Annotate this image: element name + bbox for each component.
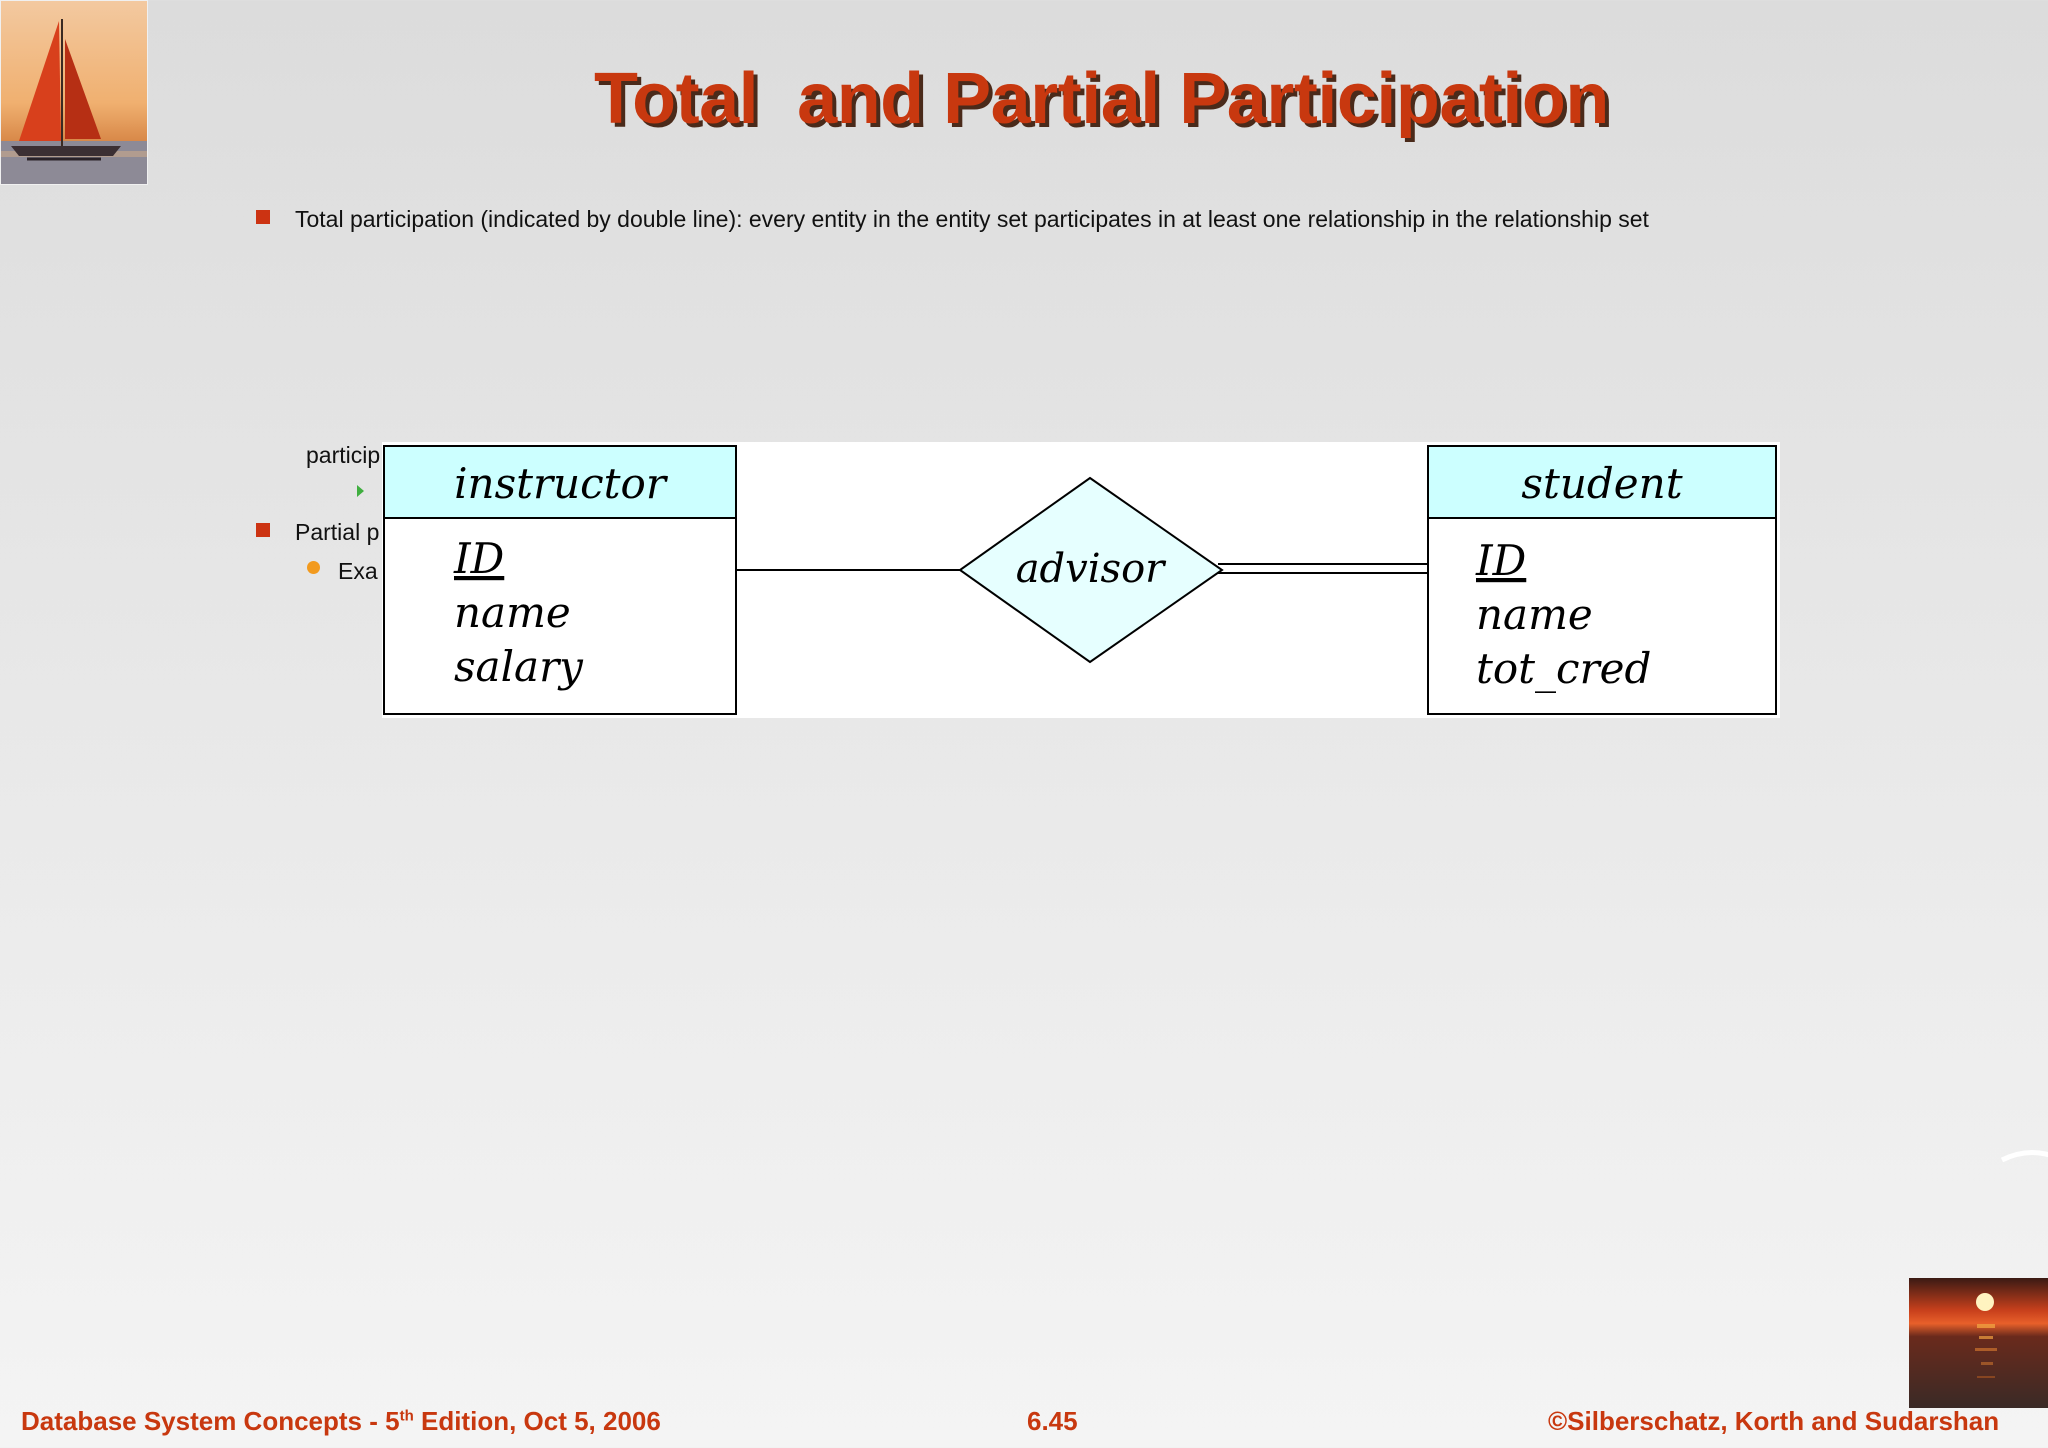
entity-student	[1428, 446, 1776, 714]
bullet-text-partial-participation: Partial p	[295, 519, 380, 545]
attribute: name	[1476, 590, 1593, 639]
footer-page-number: 6.45	[1027, 1406, 1078, 1436]
attribute-primary-key: ID	[454, 534, 505, 583]
bullet-text-participation-fragment: particip	[306, 442, 381, 468]
square-bullet-icon	[256, 210, 270, 224]
bullet-text-total-participation: Total participation (indicated by double line): every entity in the entity set participates in at least one relationship in the relationship set	[295, 206, 1649, 232]
entity-name: instructor	[454, 459, 666, 508]
sailboat-logo	[0, 0, 148, 185]
footer-book-title: Database System Concepts - 5th Edition, Oct 5, 2006	[21, 1406, 661, 1436]
slide-title: Total and Partial Participation	[594, 59, 1609, 139]
attribute: name	[454, 588, 571, 637]
sunset-logo	[1909, 1278, 2048, 1408]
square-bullet-icon	[256, 523, 270, 537]
footer-copyright: ©Silberschatz, Korth and Sudarshan	[1548, 1406, 2000, 1436]
entity-instructor	[384, 446, 736, 714]
attribute-primary-key: ID	[1476, 536, 1527, 585]
decorative-swoosh-icon	[2000, 1148, 2048, 1178]
attribute: tot_cred	[1476, 644, 1652, 693]
triangle-bullet-icon	[357, 485, 364, 497]
entity-name: student	[1521, 459, 1683, 508]
relationship-name: advisor	[1015, 546, 1165, 592]
attribute: salary	[454, 642, 583, 691]
bullet-text-example: Exa	[338, 558, 378, 584]
relationship-advisor	[960, 478, 1222, 662]
er-diagram	[382, 442, 1780, 718]
circle-bullet-icon	[307, 561, 320, 574]
